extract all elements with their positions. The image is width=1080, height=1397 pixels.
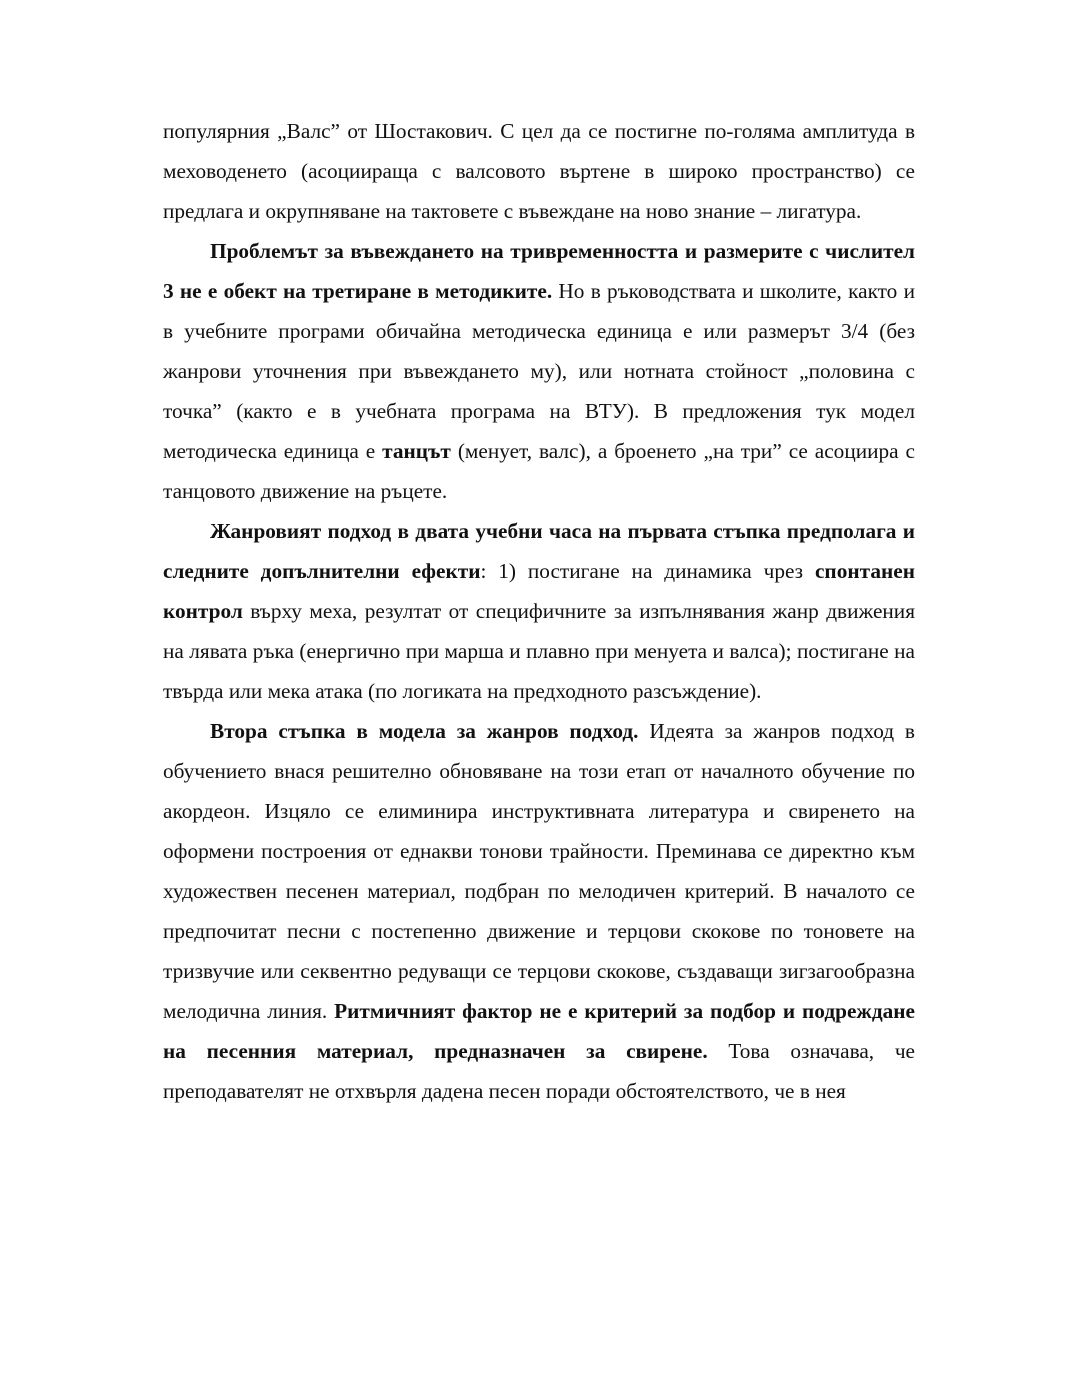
paragraph-1-text: популярния „Валс” от Шостакович. С цел да се постигне по-голяма амплитуда в меховоденето (асоцииращa с валсовото въртене в широко пространство) се предлага и окрупняване на тактовете с въвеждане на ново знание – лигатура. xyxy=(163,119,915,223)
paragraph-2-text-b: (менует, валс), а броенето „на три” се асоциира с танцовото движение на ръцете. xyxy=(163,439,915,503)
document-page xyxy=(163,111,915,1111)
paragraph-2 xyxy=(163,231,915,511)
paragraph-1 xyxy=(163,111,915,231)
paragraph-3-bold-lead: Жанровият подход в двата учебни часа на първата стъпка предполага и следните допълнителни ефекти xyxy=(163,519,915,583)
paragraph-3-bold-term: спонтанен контрол xyxy=(163,559,915,623)
paragraph-4-bold-statement: Ритмичният фактор не е критерий за подбор и подреждане на песенния материал, предназначен за свирене. xyxy=(163,999,915,1063)
paragraph-2-bold-term: танцът xyxy=(382,439,451,463)
paragraph-4-text-a: Идеята за жанров подход в обучението внася решително обновяване на този етап от началното обучение по акордеон. Изцяло се елиминира инструктивната литература и свиренето на оформени построения от еднакви тонови трайности. Преминава се директно към художествен песенен материал, подбран по мелодичен критерий. В началото се предпочитат песни с постепенно движение и терцови скокове по тоновете на тризвучие или секвентно редуващи се терцови скокове, създаващи зигзагообразна мелодична линия. xyxy=(163,719,915,1023)
paragraph-3-text-b: върху меха, резултат от специфичните за изпълнявания жанр движения на лявата ръка (енергично при марша и плавно при менуета и валса); постигане на твърда или мека атака (по логиката на предходното разсъждение). xyxy=(163,599,915,703)
paragraph-4 xyxy=(163,711,915,1111)
paragraph-2-bold-lead: Проблемът за въвеждането на тривременността и размерите с числител 3 не е обект на третиране в методиките. xyxy=(163,239,915,303)
paragraph-2-text-a: Но в ръководствата и школите, както и в учебните програми обичайна методическа единица е или размерът 3/4 (без жанрови уточнения при въвеждането му), или нотната стойност „половина с точка” (както е в учебната програма на ВТУ). В предложения тук модел методическа единица е xyxy=(163,279,915,463)
paragraph-4-bold-lead: Втора стъпка в модела за жанров подход. xyxy=(210,719,639,743)
paragraph-3 xyxy=(163,511,915,711)
paragraph-4-text-b: Това означава, че преподавателят не отхвърля дадена песен поради обстоятелството, че в нея xyxy=(163,1039,915,1103)
paragraph-3-text-a: : 1) постигане на динамика чрез xyxy=(480,559,815,583)
